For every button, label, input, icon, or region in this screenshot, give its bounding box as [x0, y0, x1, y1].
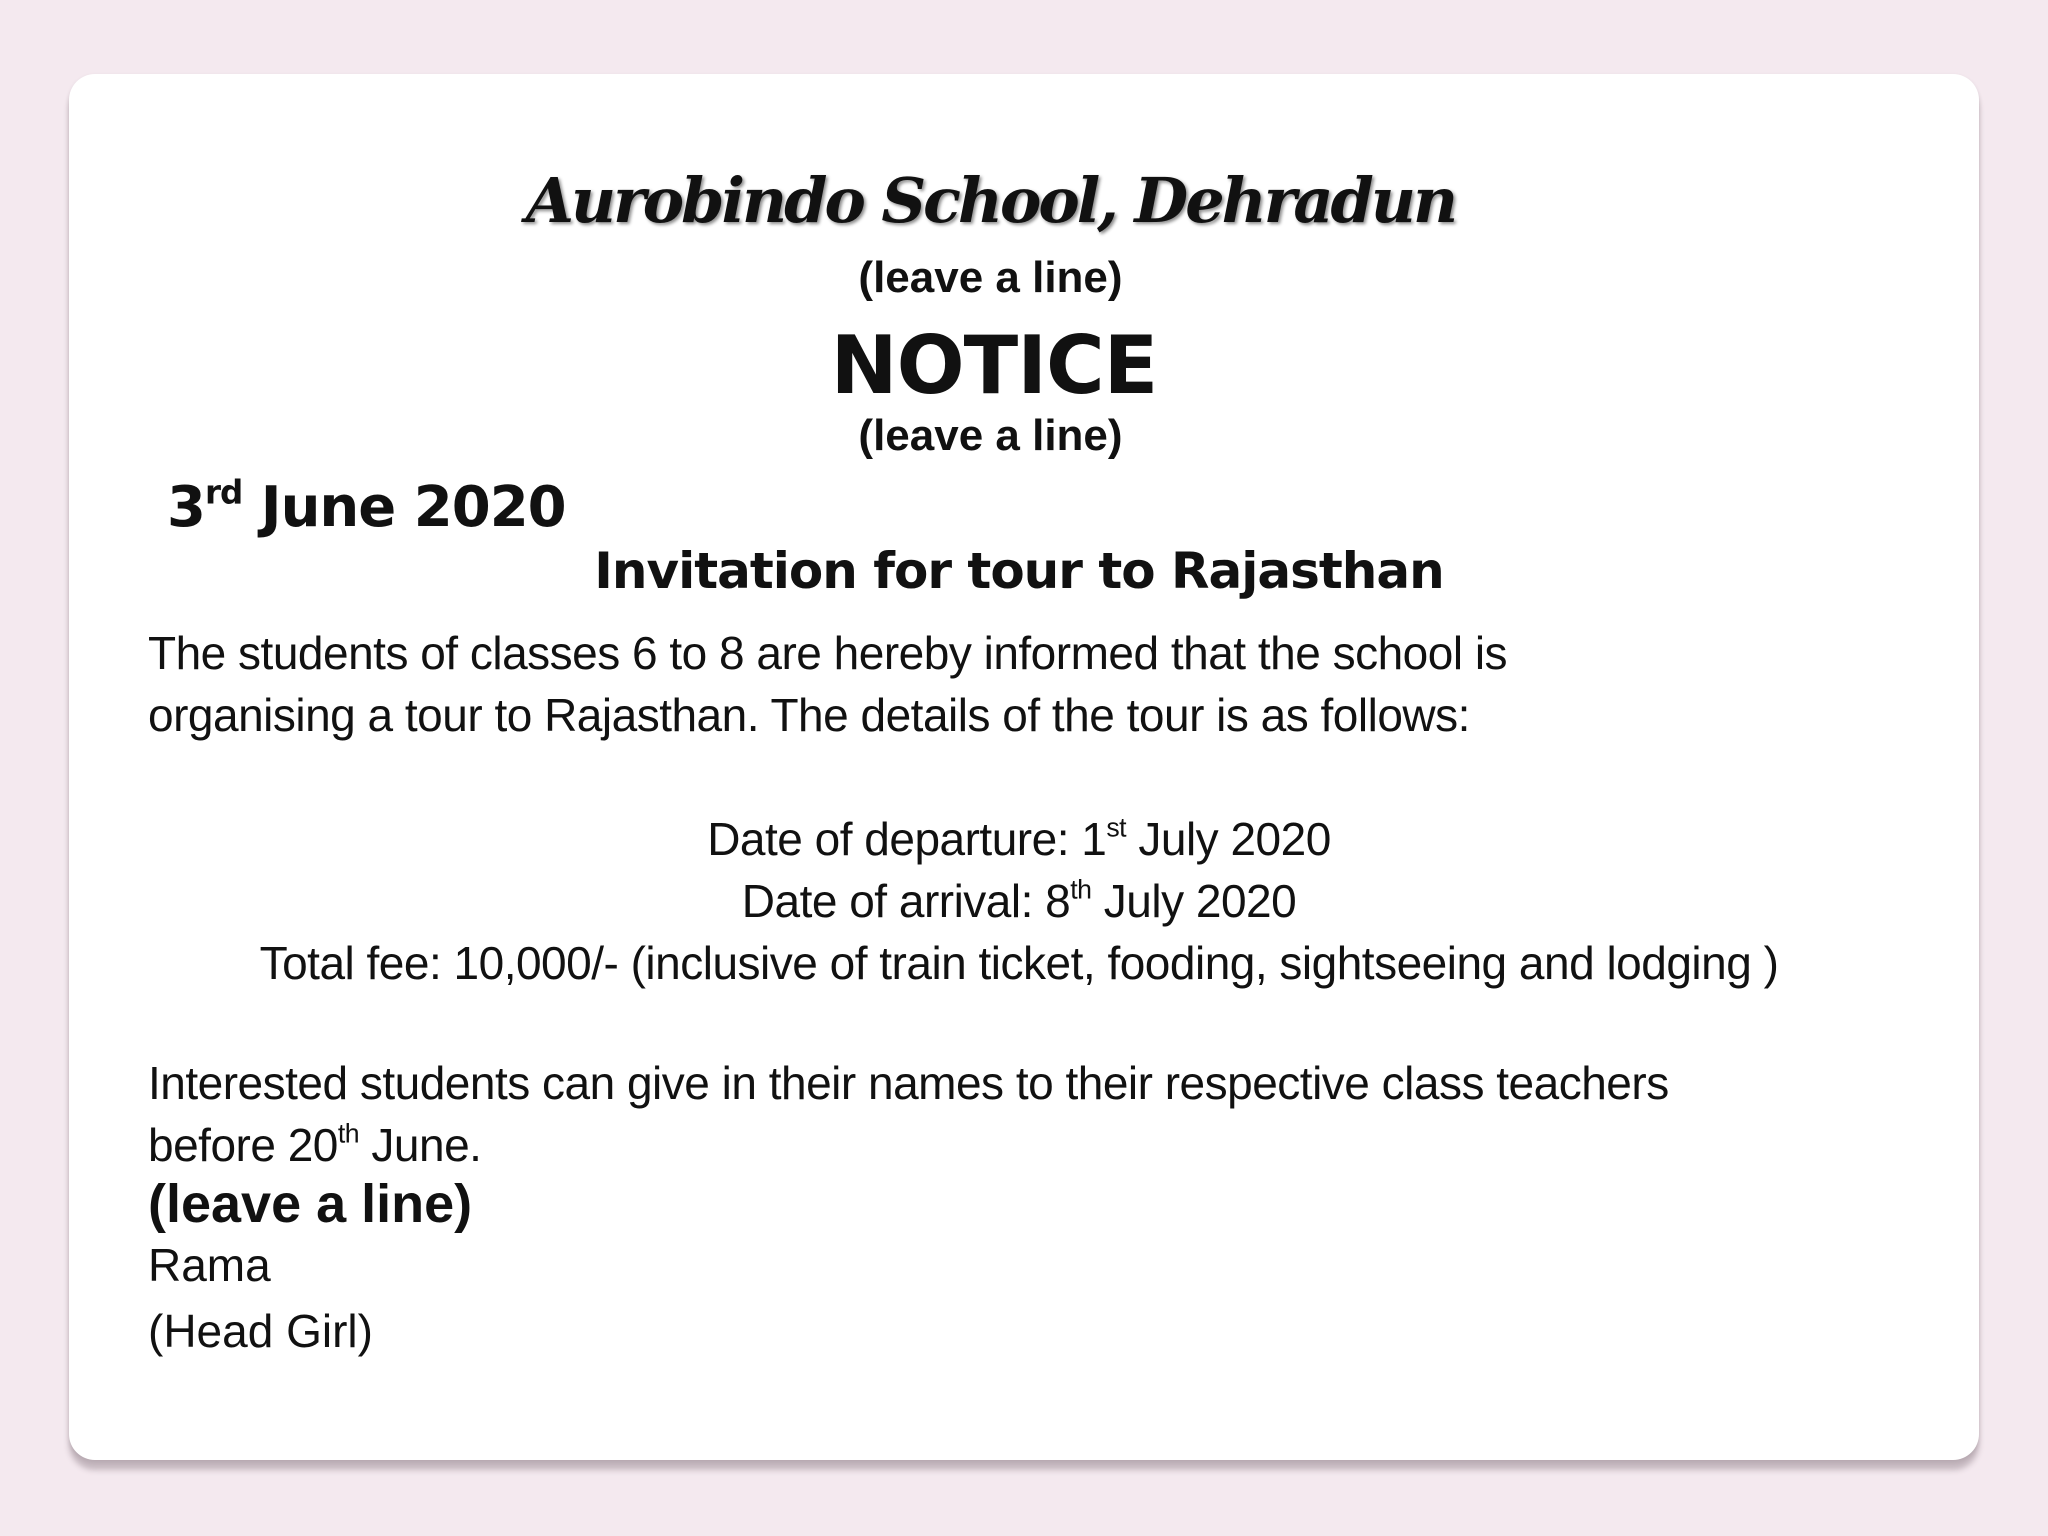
deadline-prefix: before 20: [148, 1119, 338, 1171]
leave-a-line-note-2: (leave a line): [858, 411, 1123, 460]
leave-a-line-note-3: (leave a line): [148, 1174, 473, 1234]
closing-line: [148, 1114, 1928, 1176]
body-line: organising a tour to Rajasthan. The details of the tour is as follows:: [148, 689, 1470, 741]
departure-month-year: July 2020: [1126, 813, 1331, 865]
notice-card: [69, 74, 1979, 1460]
total-fee: Total fee: 10,000/- (inclusive of train ticket, fooding, sightseeing and lodging ): [259, 937, 1779, 989]
signatory-role: (Head Girl): [148, 1305, 373, 1357]
arrival-ordinal-suffix: th: [1070, 874, 1092, 905]
date-month-year: June 2020: [242, 475, 566, 540]
arrival-month-year: July 2020: [1091, 875, 1297, 927]
tour-details: [69, 808, 1969, 994]
date-ordinal-suffix: rd: [204, 473, 243, 512]
closing-line: Interested students can give in their names to their respective class teachers: [148, 1057, 1669, 1109]
body-line: The students of classes 6 to 8 are hereby informed that the school is: [148, 627, 1508, 679]
notice-title: NOTICE: [830, 319, 1158, 412]
departure-label: Date of departure: 1: [707, 813, 1107, 865]
deadline-rest: June.: [359, 1119, 482, 1171]
signatory-name: Rama: [148, 1239, 271, 1291]
date-day: 3: [167, 475, 205, 540]
arrival-label: Date of arrival: 8: [741, 875, 1071, 927]
notice-body: [148, 622, 1888, 746]
leave-a-line-note-1: (leave a line): [858, 253, 1123, 302]
closing-paragraph: [148, 1052, 1928, 1176]
notice-date: [167, 473, 566, 540]
notice-subject: Invitation for tour to Rajasthan: [594, 542, 1444, 600]
arrival-date: [69, 870, 1969, 932]
departure-ordinal-suffix: st: [1106, 812, 1127, 843]
deadline-ordinal-suffix: th: [337, 1118, 360, 1149]
departure-date: [69, 808, 1969, 870]
school-name: Aurobindo School, Dehradun: [525, 164, 1456, 237]
